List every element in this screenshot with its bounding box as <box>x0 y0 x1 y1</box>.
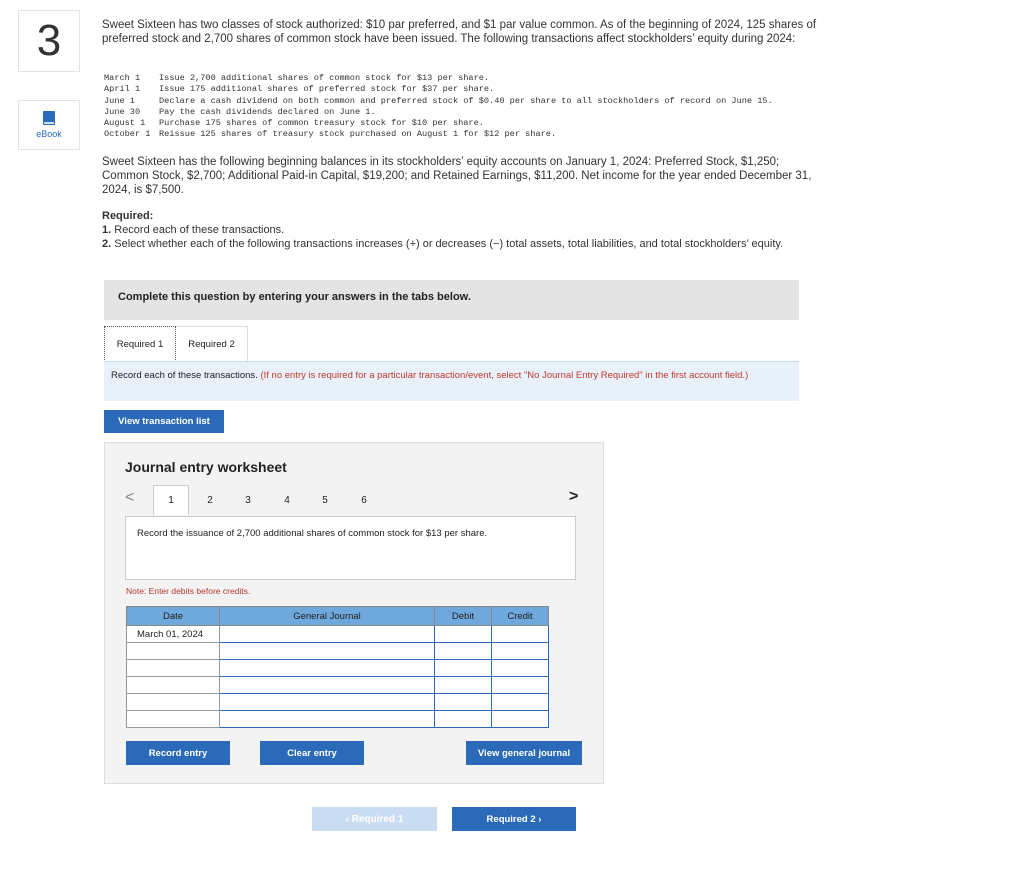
credit-input[interactable] <box>492 677 549 694</box>
journal-row <box>127 677 549 694</box>
credit-input[interactable] <box>492 711 549 728</box>
journal-entry-worksheet <box>104 442 604 784</box>
transaction-row <box>104 107 773 118</box>
debit-input[interactable] <box>435 643 492 660</box>
general-journal-column-header: General Journal <box>220 607 435 626</box>
worksheet-page-4[interactable]: 4 <box>284 494 290 506</box>
beginning-balances-text: Sweet Sixteen has the following beginning balances in its stockholders’ equity accounts on January 1, 2024: Preferred Stock, $1,250; Common Stock, $2,700; Additional Paid-in Capital, $19,200; and Retained Earnings, $11,200. Net income for the year ended December 31, 2024, is $7,500. <box>102 156 812 196</box>
view-general-journal-button[interactable]: View general journal <box>466 741 582 765</box>
view-transaction-list-button[interactable]: View transaction list <box>104 410 224 433</box>
transaction-date: October 1 <box>104 129 151 140</box>
debit-input[interactable] <box>435 626 492 643</box>
transaction-text: Reissue 125 shares of treasury stock purchased on August 1 for $12 per share. <box>159 129 557 140</box>
credit-column-header: Credit <box>492 607 549 626</box>
date-cell <box>127 677 220 694</box>
transaction-row <box>104 118 773 129</box>
debit-column-header: Debit <box>435 607 492 626</box>
journal-row <box>127 694 549 711</box>
transaction-list <box>104 73 773 141</box>
credit-input[interactable] <box>492 694 549 711</box>
worksheet-page-6[interactable]: 6 <box>361 494 367 506</box>
required-heading: Required: <box>102 210 154 222</box>
intro-text: Sweet Sixteen has two classes of stock authorized: $10 par preferred, and $1 par value common. As of the beginning of 2024, 125 shares of preferred stock and 2,700 shares of common stock have been issued. The following transactions affect stockholders’ equity during 2024: <box>102 19 817 45</box>
account-select[interactable] <box>220 660 435 677</box>
worksheet-page-1[interactable]: 1 <box>153 485 189 515</box>
date-cell <box>127 643 220 660</box>
transaction-text: Issue 175 additional shares of preferred stock for $37 per share. <box>159 84 495 95</box>
record-entry-button[interactable]: Record entry <box>126 741 230 765</box>
question-number-box <box>18 10 80 72</box>
chevron-left-icon[interactable]: < <box>125 489 135 506</box>
required-item-2 <box>102 237 817 251</box>
transaction-date: June 30 <box>104 106 141 117</box>
instruction-box <box>104 361 799 401</box>
transaction-text: Purchase 175 shares of common treasury stock for $10 per share. <box>159 118 484 129</box>
tab-required-2[interactable]: Required 2 <box>176 326 248 362</box>
journal-row <box>127 711 549 728</box>
account-select[interactable] <box>220 677 435 694</box>
transaction-description: Record the issuance of 2,700 additional shares of common stock for $13 per share. <box>125 516 576 580</box>
book-icon <box>43 111 55 125</box>
worksheet-page-2[interactable]: 2 <box>207 494 213 506</box>
transaction-row <box>104 96 773 107</box>
date-column-header: Date <box>127 607 220 626</box>
transaction-date: April 1 <box>104 84 141 95</box>
required-tabs <box>104 326 248 362</box>
transaction-row <box>104 73 773 84</box>
account-select[interactable] <box>220 626 435 643</box>
credit-input[interactable] <box>492 626 549 643</box>
transaction-row <box>104 129 773 140</box>
transaction-date: March 1 <box>104 73 141 83</box>
debit-input[interactable] <box>435 694 492 711</box>
next-required-button[interactable]: Required 2 › <box>452 807 576 831</box>
date-cell <box>127 660 220 677</box>
account-select[interactable] <box>220 711 435 728</box>
ebook-label: eBook <box>36 129 62 139</box>
transaction-date: August 1 <box>104 118 146 129</box>
transaction-text: Pay the cash dividends declared on June 1. <box>159 106 376 117</box>
journal-entry-table <box>126 606 549 728</box>
journal-row <box>127 660 549 677</box>
transaction-row <box>104 84 773 95</box>
question-number: 3 <box>36 16 62 65</box>
date-cell <box>127 694 220 711</box>
worksheet-page-3[interactable]: 3 <box>245 494 251 506</box>
debit-input[interactable] <box>435 677 492 694</box>
worksheet-page-5[interactable]: 5 <box>322 494 328 506</box>
required-item-1 <box>102 223 817 237</box>
debit-input[interactable] <box>435 660 492 677</box>
debit-input[interactable] <box>435 711 492 728</box>
required-item-1-text: Record each of these transactions. <box>114 224 285 236</box>
chevron-right-icon[interactable]: > <box>569 488 579 505</box>
account-select[interactable] <box>220 694 435 711</box>
tab-required-1[interactable]: Required 1 <box>104 326 176 362</box>
transaction-date: June 1 <box>104 95 135 106</box>
prev-required-button[interactable]: ‹ Required 1 <box>312 807 437 831</box>
date-cell <box>127 711 220 728</box>
journal-row <box>127 643 549 660</box>
account-select[interactable] <box>220 643 435 660</box>
clear-entry-button[interactable]: Clear entry <box>260 741 364 765</box>
required-item-2-num: 2. <box>102 238 112 250</box>
instruction-note: (If no entry is required for a particular transaction/event, select "No Journal Entry Required" in the first account field.) <box>260 370 749 381</box>
worksheet-title: Journal entry worksheet <box>125 459 287 475</box>
transaction-text: Issue 2,700 additional shares of common stock for $13 per share. <box>159 73 490 83</box>
required-item-1-num: 1. <box>102 224 112 236</box>
worksheet-pager <box>105 485 603 515</box>
credit-input[interactable] <box>492 643 549 660</box>
journal-row <box>127 626 549 643</box>
instruction-main: Record each of these transactions. <box>111 370 258 381</box>
date-cell: March 01, 2024 <box>127 626 220 643</box>
ebook-link[interactable] <box>18 100 80 150</box>
complete-question-banner: Complete this question by entering your answers in the tabs below. <box>104 280 799 320</box>
debits-credits-note: Note: Enter debits before credits. <box>126 586 251 596</box>
credit-input[interactable] <box>492 660 549 677</box>
required-item-2-text: Select whether each of the following transactions increases (+) or decreases (−) total assets, total liabilities, and total stockholders’ equity. <box>114 238 784 250</box>
required-section <box>102 209 817 251</box>
journal-header-row <box>127 607 549 626</box>
transaction-text: Declare a cash dividend on both common and preferred stock of $0.40 per share to all stockholders of record on June 15. <box>159 95 773 106</box>
